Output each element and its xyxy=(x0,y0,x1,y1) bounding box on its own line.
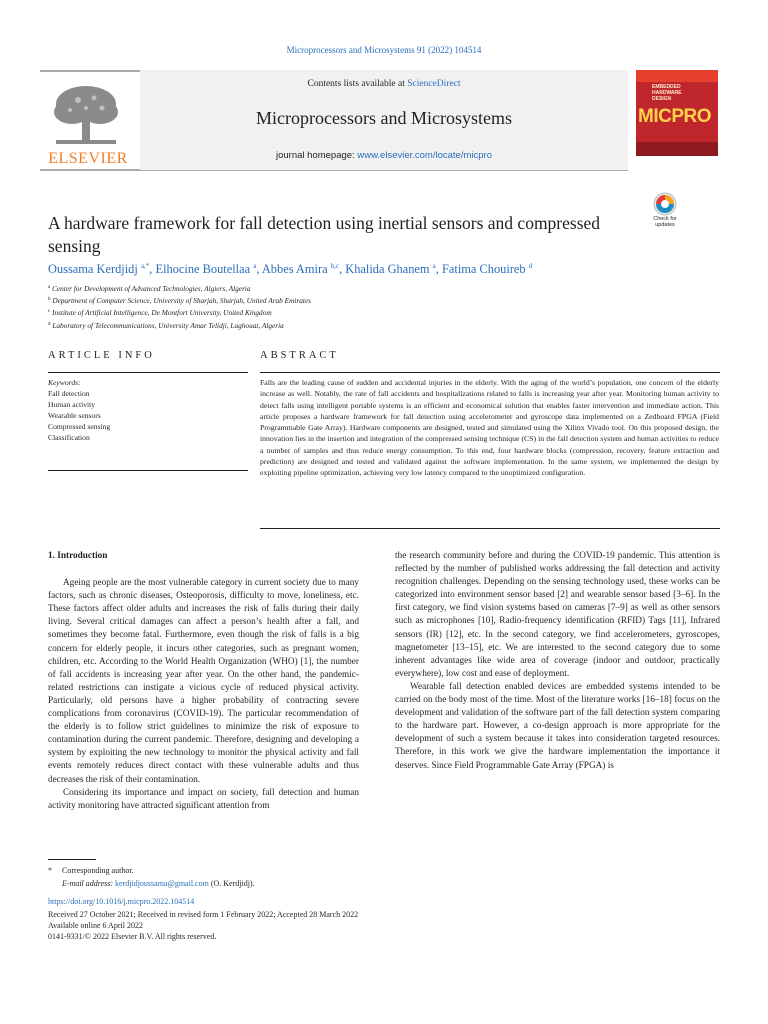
author-name[interactable]: Fatima Chouireb xyxy=(441,262,526,276)
article-title: A hardware framework for fall detection using inertial sensors and compressed sensing xyxy=(48,213,601,256)
cover-subtitle-line: DESIGN xyxy=(652,96,672,102)
footnote-mark: * xyxy=(48,866,52,875)
available-online-date: Available online 6 April 2022 xyxy=(48,920,143,930)
cover-top-band xyxy=(636,70,718,82)
footnote-rule xyxy=(48,859,96,860)
check-updates-icon xyxy=(652,192,678,216)
author-name[interactable]: Abbes Amira xyxy=(261,262,328,276)
check-updates-label-line: updates xyxy=(655,222,675,228)
article-info-bottom-rule xyxy=(48,470,248,471)
journal-citation[interactable]: Microprocessors and Microsystems 91 (2022) 104514 xyxy=(286,45,482,55)
check-updates-label-line: Check for xyxy=(653,216,677,222)
cover-bottom-strip xyxy=(636,142,718,156)
publisher-name: ELSEVIER xyxy=(48,150,128,167)
article-info-rule xyxy=(48,372,248,373)
cover-subtitle-line: EMBEDDED xyxy=(652,84,681,90)
body-paragraph: Considering its importance and impact on society, fall detection and human activity monitoring have attracted significant attention from xyxy=(48,787,359,811)
author-email-link[interactable]: kerdjidjoussama@gmail.com xyxy=(115,878,209,888)
affiliation-text: Center for Development of Advanced Technologies, Algiers, Algeria xyxy=(52,284,251,293)
section-heading: 1. Introduction xyxy=(48,551,108,561)
affiliation-mark: b xyxy=(48,297,51,303)
cover-subtitle-line: HARDWARE xyxy=(652,90,682,96)
author-affiliation-mark[interactable]: a xyxy=(253,262,257,270)
author-affiliation-mark[interactable]: b,c xyxy=(330,262,340,270)
check-for-updates-badge[interactable] xyxy=(648,192,682,232)
keywords-label: Keywords: xyxy=(48,378,81,387)
keyword-item: Wearable sensors xyxy=(48,411,101,420)
affiliation-text: Institute of Artificial Intelligence, De Montfort University, United Kingdom xyxy=(52,308,272,318)
abstract-text: Falls are the leading cause of sudden and accidental injuries in the elderly. With the aging of the world’s population, one concern of the elderly increase as well. Notably, the rate of fall accidents and hospitalizations related to falls is increasing year after year. Monitoring human activity to detect falls using intelligent portable systems is an efficient and economical solution that enables faster intervention and immediate action. This article proposes a hardware framework for fall detection using accelerometer and gyroscope data implemented on a Zedboard FPGA (Field Programmable Gate Array). Hardware components are designed, tested and simulated using the Xilinx Vivado tool. On this proposed design, the innovation lies in the insertion and integration of the compressed sensing technique (CS) in the fall detection system and human activities to reduce a number of samples and thus reduce energy consumption. To this end, four hardware blocks (compression, recovery, feature extraction and prediction) are designed and tested and validated against the software implementation. In the same system, we implemented the design by exploiting pipeline optimization, achieving very low latency compared to the unoptimized configuration. xyxy=(260,378,719,477)
received-dates: Received 27 October 2021; Received in revised form 1 February 2022; Accepted 28 March 2022 xyxy=(48,909,359,919)
corresponding-author-note xyxy=(48,865,488,878)
affiliation-mark: d xyxy=(48,321,51,327)
cover-subtitle xyxy=(652,84,681,102)
author-name[interactable]: Elhocine Boutellaa xyxy=(155,262,251,276)
affiliation-list xyxy=(48,282,728,331)
body-paragraph: Ageing people are the most vulnerable category in current society due to many factors, such as chronic diseases, Osteoporosis, difficulty to move, loneliness, etc. These factors affect older adults and increases the risk of falls during their daily living. Several critical damages can affect a person’s health after a fall, and sometimes they become fatal. Furthermore, even though the risk of falls is a big concern for elderly people, it incurs other categories, such as pregnant women, children, etc. According to the World Health Organization (WHO) [1], the number of fall accidents is increasing year after year. On the other hand, the pandemic-related restrictions can instigate a vicious cycle of reduced physical activity. Particularly, old persons have a higher probability of contracting severe complications from coronavirus (COVID-19). The particular recommendation of the elderly is to follow strict guidelines to minimize the risk of exposure to contamination during the current pandemic. Therefore, designing and developing a system by exploiting the new technology to monitor the physical activity and fall events remotely reduces direct contact with these vulnerable adults and thus decreases the risk of their contamination. xyxy=(48,578,359,785)
keyword-item: Human activity xyxy=(48,400,96,409)
affiliation-mark: c xyxy=(48,309,51,315)
author-affiliation-mark[interactable]: d xyxy=(528,262,533,270)
keyword-item: Fall detection xyxy=(48,389,90,398)
doi-link[interactable]: https://doi.org/10.1016/j.micpro.2022.104514 xyxy=(48,897,195,906)
keywords-block xyxy=(48,377,248,443)
copyright-line: 0141-9331/© 2022 Elsevier B.V. All rights reserved. xyxy=(48,931,217,941)
affiliation-text: Department of Computer Science, University of Sharjah, Sharjah, United Arab Emirates xyxy=(52,296,312,306)
footnotes xyxy=(48,865,488,942)
body-paragraph: the research community before and during the COVID-19 pandemic. This attention is reflected by the number of published works addressing the fall detection and activity recognition challenges. Depending on the sensing technology used, these works can be categorized into environment sensor based [2] and wearable sensor based [3–6]. In the first category, we find vision systems based on cameras [7–9] as well as other sensors such as microphones [10], Radio-frequency identification (RFID) Tags [11], Infrared sensors (IR) [12], etc. In the second category, we find accelerometers, gyroscopes, magnetometer [13–15], etc. We are interested to the second category due to some inherent advantages like wide area of coverage (indoor and outdoor, practically everywhere), low cost and ease of deployment. xyxy=(395,551,720,679)
author-affiliation-mark[interactable]: a,* xyxy=(140,262,150,270)
keyword-item: Classification xyxy=(48,433,90,442)
email-label: E-mail address: xyxy=(62,878,114,888)
sciencedirect-link[interactable]: ScienceDirect xyxy=(407,79,461,89)
affiliation-item xyxy=(48,282,728,294)
masthead-center xyxy=(140,70,628,170)
article-info-heading: ARTICLE INFO xyxy=(48,350,155,361)
journal-masthead xyxy=(40,70,728,170)
affiliation-text: Laboratory of Telecommunications, University Amar Telidji, Laghouat, Algeria xyxy=(52,320,284,330)
author-name[interactable]: Khalida Ghanem xyxy=(345,262,430,276)
body-paragraph: Wearable fall detection enabled devices are embedded systems intended to be carried on the body most of the time. Most of the literature works [16–18] focus on the development and validation of the software part of the fall detection system comparing to the hardware part. However, a co-design approach is more appropriate for the development of such a system because it takes into consideration targeted resources. Therefore, in this work we give the hardware implementation the importance it deserves. Since Field Programmable Gate Array (FPGA) is xyxy=(395,681,720,771)
author-list: Oussama Kerdjidj $^{a,*}$, Elhocine Boutellaa $^a$, Abbes Amira $^{b,c}$, Khalida Ghanem $^a$, Fatima Chouireb $^d$ xyxy=(48,262,533,276)
check-updates-label xyxy=(648,216,682,228)
abstract-bottom-rule xyxy=(260,528,720,529)
author-name[interactable]: Oussama Kerdjidj xyxy=(48,262,138,276)
affiliation-item xyxy=(48,306,728,318)
author-affiliation-mark[interactable]: a xyxy=(432,262,436,270)
email-note xyxy=(48,878,488,891)
affiliation-item xyxy=(48,294,728,306)
body-left-column xyxy=(48,550,359,813)
keyword-item: Compressed sensing xyxy=(48,422,111,431)
contents-prefix: Contents lists available at xyxy=(307,79,408,89)
affiliation-item xyxy=(48,319,728,331)
homepage-prefix: journal homepage: xyxy=(276,150,358,161)
journal-cover-thumbnail[interactable] xyxy=(636,70,718,156)
corresponding-author-text: Corresponding author. xyxy=(62,866,134,875)
body-right-column xyxy=(395,550,720,773)
journal-title: Microprocessors and Microsystems xyxy=(256,108,512,128)
email-owner: (O. Kerdjidj). xyxy=(210,878,255,888)
contents-line xyxy=(140,79,628,89)
affiliation-mark: a xyxy=(48,285,51,290)
journal-homepage-link[interactable]: www.elsevier.com/locate/micpro xyxy=(357,150,492,161)
journal-homepage-line xyxy=(140,150,628,161)
cover-title: MICPRO xyxy=(638,106,711,127)
abstract-heading: ABSTRACT xyxy=(260,350,339,361)
abstract-rule xyxy=(260,372,720,373)
